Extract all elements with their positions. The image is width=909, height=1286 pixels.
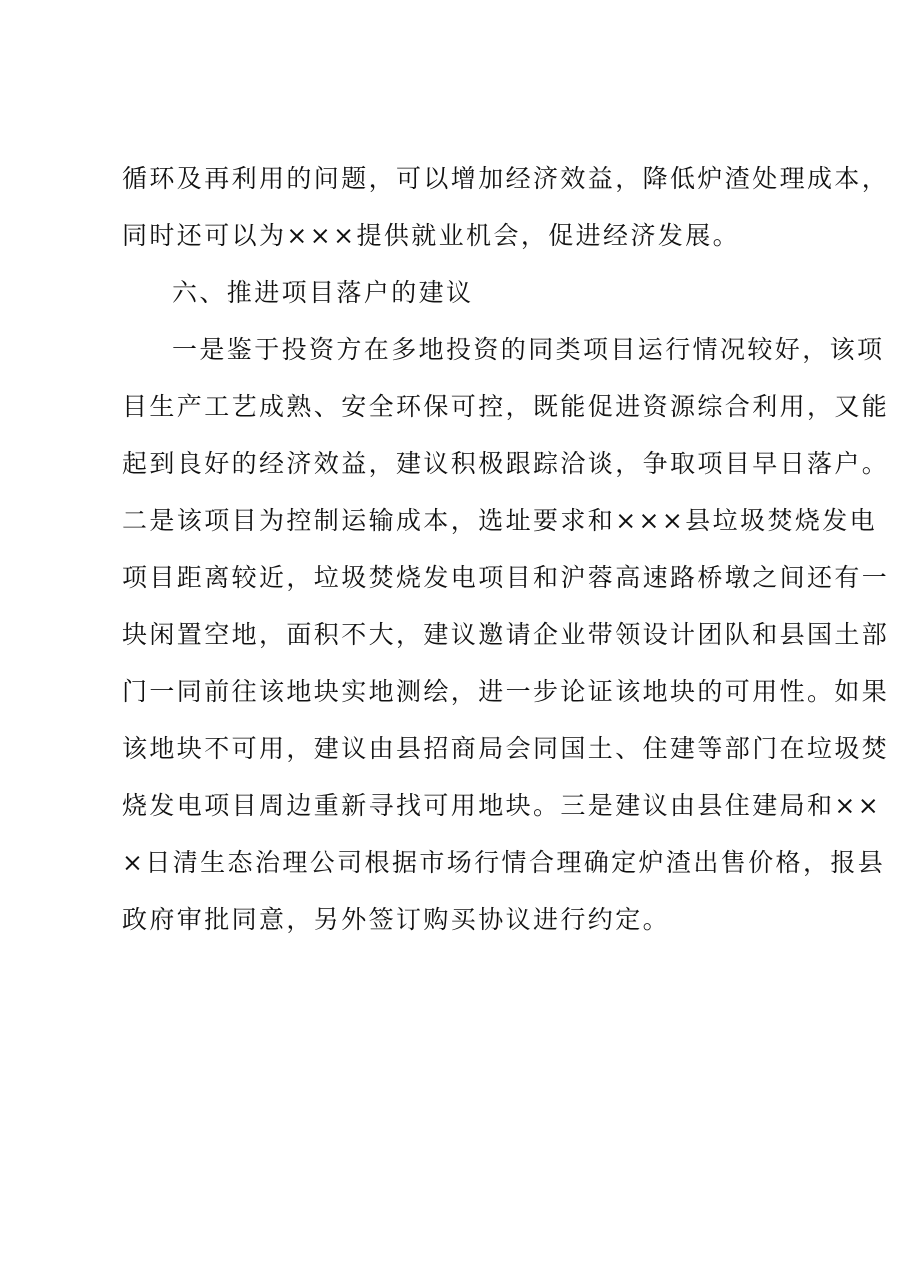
text-line: 一是鉴于投资方在多地投资的同类项目运行情况较好，该项	[172, 335, 885, 364]
text-line: 项目距离较近，垃圾焚烧发电项目和沪蓉高速路桥墩之间还有一	[122, 563, 890, 592]
body-text	[122, 150, 890, 948]
section-heading: 六、推进项目落户的建议	[172, 278, 474, 307]
text-line: 烧发电项目周边重新寻找可用地块。三是建议由县住建局和××	[122, 791, 882, 820]
text-line: 起到良好的经济效益，建议积极跟踪洽谈，争取项目早日落户。	[122, 449, 890, 478]
text-line: 政府审批同意，另外签订购买协议进行约定。	[122, 905, 671, 934]
text-line: 循环及再利用的问题，可以增加经济效益，降低炉渣处理成本，	[122, 164, 890, 193]
text-line: 二是该项目为控制运输成本，选址要求和×××县垃圾焚烧发电	[122, 506, 878, 535]
text-line: ×日清生态治理公司根据市场行情合理确定炉渣出售价格，报县	[122, 848, 886, 877]
text-line: 同时还可以为×××提供就业机会，促进经济发展。	[122, 221, 741, 250]
text-line: 目生产工艺成熟、安全环保可控，既能促进资源综合利用，又能	[122, 392, 890, 421]
text-line: 该地块不可用，建议由县招商局会同国土、住建等部门在垃圾焚	[122, 734, 890, 763]
text-line: 块闲置空地，面积不大，建议邀请企业带领设计团队和县国土部	[122, 620, 890, 649]
text-line: 门一同前往该地块实地测绘，进一步论证该地块的可用性。如果	[122, 677, 890, 706]
